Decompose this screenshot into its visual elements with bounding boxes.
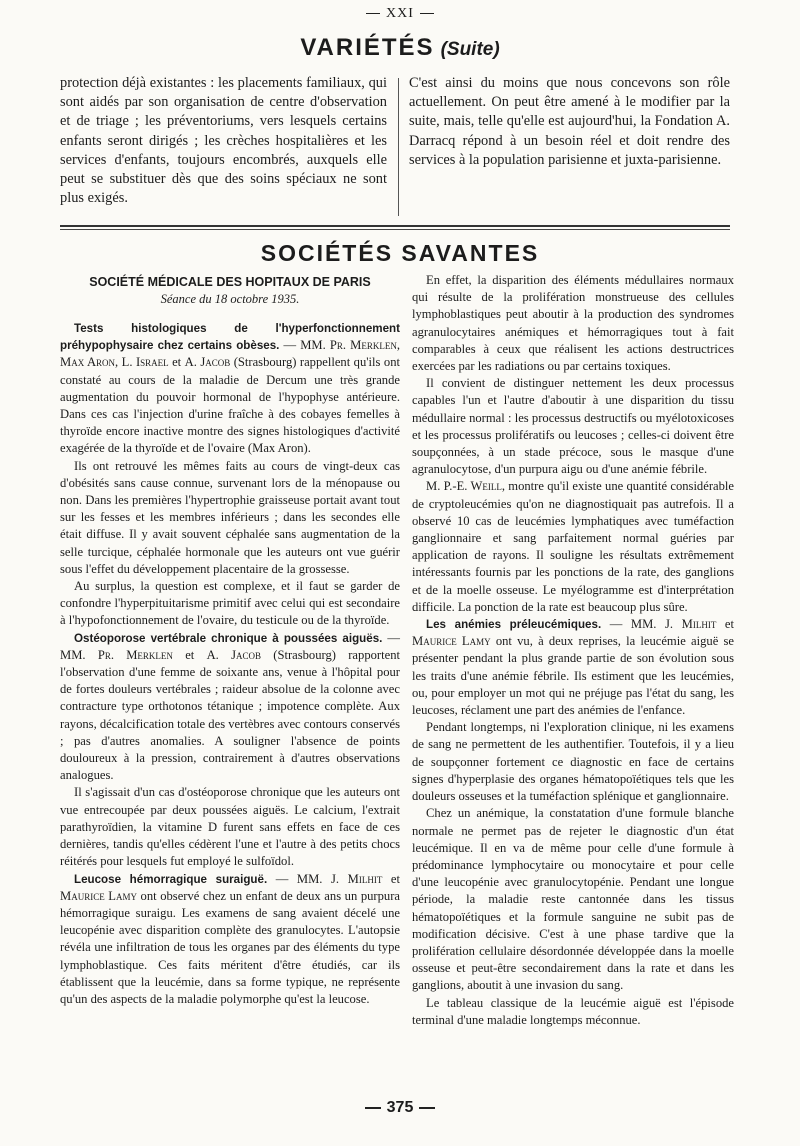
session-date: Séance du 18 octobre 1935.	[160, 292, 300, 306]
paragraph: Pendant longtemps, ni l'exploration clinique, ni les examens de sang ne permettent de les authentifier. Toutefois, il y a lieu de soupçonner fortement ce diagnostic en face de certains signes d'hyperplasie des organes hématopoïétiques tels que les douleurs osseuses et la tuméfaction splénique et ganglionnaire.	[412, 720, 734, 804]
article-text: (Strasbourg) rappellent qu'ils ont constaté au cours de la maladie de Dercum une très grande augmentation du pouvoir hormonal de l'hypophyse antérieure. Dans ces cas l'injection d'urine fraîche à des cobayes femelles à thyroïde encore inactive montre des signes histologiques d'activité exagérée de la thyroïde et de l'ovaire (Max Aron).	[60, 355, 400, 456]
paragraph: Il convient de distinguer nettement les deux processus capables l'un et l'autre d'aboutir à une disparition du tissu médullaire normal : les processus destructifs ou myélotoxicoses et les processus prolifératifs ou leucoses ; celles-ci doivent être soupçonnées, à un stade précoce, sous le masque d'une agranulocytose, d'un purpura aigu ou d'une anémie fébrile.	[412, 376, 734, 477]
dash-text: — MM.	[279, 338, 330, 353]
author: A. Jacob	[206, 647, 261, 662]
article-text: (Strasbourg) rapportent l'observation d'une femme de soixante ans, venue à l'hôpital pour de fortes douleurs vertébrales ; raideur absolue de la colonne avec contracture type orthotonos tétanique ; impotence complète. Aux rayons, décalcification totale des vertèbres avec contours conservés ; pas d'autres anomalies. A souligner l'absence de points douloureux à la pression, contrairement à d'autres observations analogues.	[60, 647, 400, 783]
varietes-heading	[0, 34, 800, 62]
conjunction: et	[382, 871, 400, 886]
dash-text: — MM.	[267, 871, 332, 886]
article-title: Leucose hémorragique suraiguë.	[74, 872, 268, 886]
article-weill	[412, 478, 734, 616]
author: M. P.-E. Weill	[426, 479, 502, 494]
section-rule-thin	[60, 229, 730, 230]
footer-dash-left	[365, 1107, 381, 1109]
paragraph: Chez un anémique, la constatation d'une formule blanche normale ne permet pas de rejeter le diagnostic d'un état leucémique. Il en va de même pour celle d'une formule à prédominance lymphocytaire ou monocytaire et pour celle d'une leucopénie avec granulocytopénie. Pendant une longue période, la maladie reste cantonnée dans les tissus hématopoïétiques et la formule sanguine ne subit pas de modification décisive. C'est à une phase tardive que la prolifération cellulaire désordonnée développée dans la moelle osseuse et peut-être secondairement dans la rate et dans les ganglions, aboutit à une invasion du sang.	[412, 806, 734, 993]
article-title: Les anémies préleucémiques.	[426, 618, 602, 632]
authors: J. Milhit	[665, 617, 717, 632]
conjunction: et	[716, 617, 734, 632]
authors: Pr. Merklen, Max Aron, L. Israel	[60, 338, 400, 370]
article-text: ont vu, à deux reprises, la leucémie aiguë se présenter pendant la plus grande partie de son évolution sous les traits d'une anémie fébrile. Ils estiment que les leucémies, ou, pour employer un mot qui ne préjuge pas l'état du sang, les leucoses, réclament une part des anémies de l'enfance.	[412, 634, 734, 718]
varietes-suite: (Suite)	[440, 39, 500, 60]
section-title: SOCIÉTÉS SAVANTES	[260, 240, 540, 266]
footer-dash-right	[419, 1107, 435, 1109]
varietes-column-left: protection déjà existantes : les placements familiaux, qui sont aidés par son organisation de centre d'observation et de triage ; les préventoriums, vers lesquels certains enfants seront dirigés ; les crèches hospitalières et les services d'enfants, toujours encombrés, auxquels elle peut se substituer dès que des soins spéciaux ne sont plus exigés.	[60, 75, 387, 207]
dash-text: — MM.	[60, 630, 400, 662]
roman-numeral: XXI	[386, 6, 414, 21]
article-title: Tests histologiques de l'hyperfonctionnement préhypophysaire chez certains obèses.	[60, 322, 400, 353]
page-number: 375	[386, 1099, 414, 1116]
roman-page-header	[0, 6, 800, 22]
authors: Pr. Merklen	[97, 647, 173, 662]
section-rule-thick	[60, 225, 730, 227]
article-leucose-hemorragique	[60, 871, 400, 1009]
conjunction: et	[172, 647, 207, 662]
paragraph: Le tableau classique de la leucémie aiguë est l'épisode terminal d'une maladie longtemps méconnue.	[412, 995, 734, 1027]
varietes-title: VARIÉTÉS	[300, 34, 435, 61]
society-name: SOCIÉTÉ MÉDICALE DES HOPITAUX DE PARIS	[89, 275, 371, 289]
dash-text: — MM.	[601, 617, 666, 632]
authors: J. Milhit	[331, 871, 383, 886]
paragraph: En effet, la disparition des éléments médullaires normaux qui résulte de la prolifération monstrueuse des cellules lymphoblastiques peut aboutir à la production des syndromes agranulocytaires anémiques et hémorragiques tout à fait comparables à ceux que réalisent les actions destructrices exercées par les radiations ou par certains toxiques.	[412, 273, 734, 374]
column-divider	[398, 78, 399, 216]
header-dash-right	[420, 13, 434, 14]
conjunction: et	[168, 355, 185, 370]
article-text: , montre qu'il existe une quantité considérable de cryptoleucémies qu'on ne diagnostiquait pas autrefois. Il a observé 10 cas de leucémies lymphatiques avec tuméfaction ganglionnaire et sang parfaitement normal guéries par application de rayons. Il souligne les résultats extrêmement intéressants fournis par les ponctions de la rate, des ganglions et de la moelle osseuse. Le myélogramme est d'interprétation difficile. La ponction de la rate est beaucoup plus sûre.	[412, 479, 734, 614]
left-column	[60, 320, 400, 1008]
article-tests-histologiques	[60, 320, 400, 458]
page-number-footer	[0, 1099, 800, 1117]
paragraph: Il s'agissait d'un cas d'ostéoporose chronique que les auteurs ont vue entrecoupée par deux poussées aiguës. Le calcium, l'extrait parathyroïdien, la vitamine D furent sans effets en face de ces dernières, tandis qu'elles cédèrent l'une et l'autre à des petits chocs réitérés pour lesquels fut employé le sulfoïdol.	[60, 785, 400, 869]
author: Maurice Lamy	[60, 888, 137, 903]
author: A. Jacob	[184, 355, 231, 370]
paragraph: Ils ont retrouvé les mêmes faits au cours de vingt-deux cas d'obésités sans cause connue, survenant lors de la ménopause ou non. Dans les premières l'hypertrophie graisseuse portait avant tout sur les fesses et les membres inférieurs ; dans les secondes elle était diffuse. Il y avait souvent céphalée sans augmentation de la selle turcique, céphalée hormonale que les auteurs ont vue guérir sous l'effet du développement placentaire de la grossesse.	[60, 458, 400, 576]
header-dash-left	[366, 13, 380, 14]
varietes-column-right: C'est ainsi du moins que nous concevons son rôle actuellement. On peut être amené à le modifier par la suite, mais, telle qu'elle est aujourd'hui, la Fondation A. Darracq répond à un besoin réel et doit rendre des services à la population parisienne et juxta-parisienne.	[409, 75, 730, 168]
author: Maurice Lamy	[412, 634, 491, 649]
article-anemies-preleucemiques	[412, 616, 734, 719]
article-text: ont observé chez un enfant de deux ans un purpura hémorragique suraigu. Les examens de sang avaient décelé une leucopénie avec disparition complète des granulocytes. L'autopsie révéla une infiltration de tous les organes par des éléments du type lymphoblastique. Ces faits méritent d'être étudiés, car ils établissent que la leucémie, dans sa forme typique, ne représente qu'un des aspects de la maladie polymorphe qu'est la leucose.	[60, 888, 400, 1006]
paragraph: Au surplus, la question est complexe, et il faut se garder de confondre l'hyperpituitarisme primitif avec celui qui est secondaire à l'hypofonctionnement de l'ovaire, du testicule ou de la thyroïde.	[60, 579, 400, 628]
article-title: Ostéoporose vertébrale chronique à poussées aiguës.	[74, 631, 383, 645]
article-osteoporose	[60, 630, 400, 785]
right-column	[412, 272, 734, 1029]
